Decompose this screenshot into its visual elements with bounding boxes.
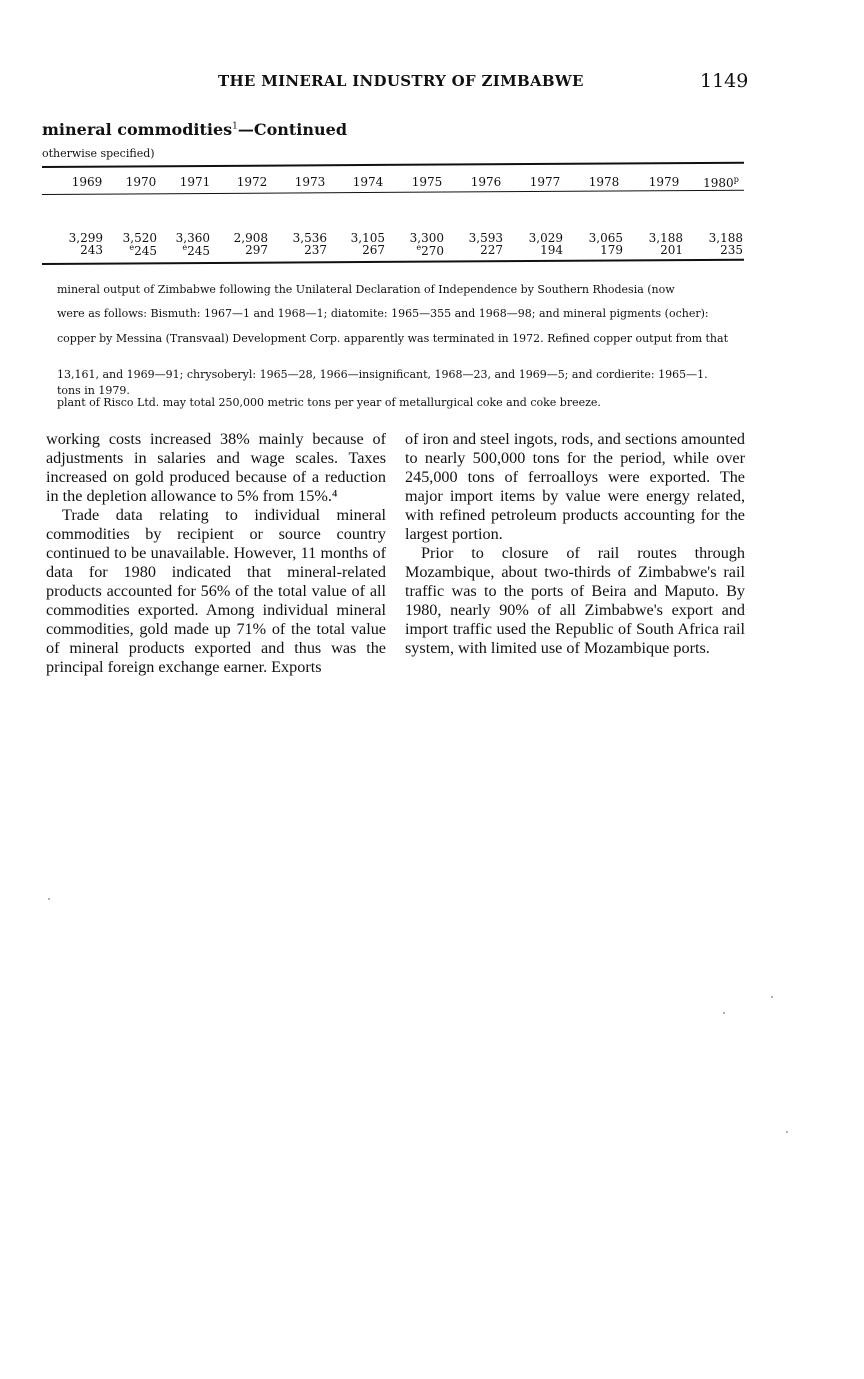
body-paragraph: of iron and steel ingots, rods, and sections amounted to nearly 500,000 tons for the period, while over 245,000 tons of ferroalloys were exported. The major import items by value were energy related, with refined petroleum products accounting for the largest portion. [405, 430, 745, 543]
table-cell: 3,299 [68, 231, 103, 245]
table-cell: 194 [540, 243, 563, 257]
body-paragraph: working costs increased 38% mainly because of adjustments in salaries and wage scales. Taxes increased on gold produced because of a reduction in the depletion allowance to 5% from 15%.⁴ [46, 430, 386, 505]
running-head [0, 72, 864, 94]
table-cell: 235 [720, 243, 743, 257]
table-subtitle: otherwise specified) [42, 147, 155, 160]
table-cell: 3,065 [588, 231, 623, 245]
year-header: 1978 [588, 175, 620, 189]
table-cell: 297 [245, 243, 268, 257]
table-cell: 3,536 [292, 231, 327, 245]
table-cell-estimate [107, 243, 157, 258]
table-cell: 237 [304, 243, 327, 257]
body-column-left [46, 430, 386, 677]
footnote-line: mineral output of Zimbabwe following the Unilateral Declaration of Independence by Southern Rhodesia (now [57, 283, 675, 296]
table-cell: 3,593 [468, 231, 503, 245]
table-cell: 3,188 [648, 231, 683, 245]
scan-speck [786, 1131, 788, 1133]
preliminary-mark: p [733, 175, 739, 184]
year-header: 1977 [529, 175, 561, 189]
table-cell: 227 [480, 243, 503, 257]
year-header: 1970 [125, 175, 157, 189]
footnote-line: plant of Risco Ltd. may total 250,000 metric tons per year of metallurgical coke and coke breeze. [57, 396, 601, 409]
table-cell: 3,300 [409, 231, 444, 245]
year-header: 1971 [179, 175, 211, 189]
year-header: 1980 [703, 176, 734, 190]
table-cell: 270 [421, 244, 444, 258]
footnote-line: were as follows: Bismuth: 1967—1 and 1968—1; diatomite: 1965—355 and 1968—98; and mineral pigments (ocher): [57, 307, 709, 320]
table-header-rule [42, 190, 744, 195]
year-header: 1974 [352, 175, 384, 189]
table-cell-estimate [394, 243, 444, 258]
table-title-text: mineral commodities [42, 120, 233, 139]
estimate-mark: e [129, 243, 135, 252]
scan-speck [723, 1012, 725, 1014]
body-paragraph: Prior to closure of rail routes through Mozambique, about two-thirds of Zimbabwe's rail traffic was to the ports of Beira and Maputo. By 1980, nearly 90% of all Zimbabwe's export and import traffic used the Republic of South Africa rail system, with limited use of Mozambique ports. [405, 544, 745, 657]
table-cell: 3,188 [708, 231, 743, 245]
running-title: THE MINERAL INDUSTRY OF ZIMBABWE [218, 72, 584, 90]
table-cell: 243 [80, 243, 103, 257]
year-header: 1976 [470, 175, 502, 189]
table-title [42, 120, 347, 139]
footnote-line: copper by Messina (Transvaal) Development Corp. apparently was terminated in 1972. Refined copper output from that [57, 332, 728, 345]
table-cell: 245 [187, 244, 210, 258]
table-cell: 179 [600, 243, 623, 257]
table-cell: 245 [134, 244, 157, 258]
table-cell: 3,105 [350, 231, 385, 245]
body-column-right [405, 430, 745, 658]
year-header: 1979 [648, 175, 680, 189]
estimate-mark: e [182, 243, 188, 252]
footnote-line: 13,161, and 1969—91; chrysoberyl: 1965—28, 1966—insignificant, 1968—23, and 1969—5; and cordierite: 1965—1. [57, 368, 708, 381]
table-cell: 201 [660, 243, 683, 257]
scan-speck [48, 898, 50, 900]
table-cell: 3,360 [175, 231, 210, 245]
year-header: 1969 [71, 175, 103, 189]
estimate-mark: e [416, 243, 422, 252]
table-cell: 3,520 [122, 231, 157, 245]
scan-speck [771, 996, 773, 998]
year-header: 1972 [236, 175, 268, 189]
footnote-line: tons in 1979. [57, 384, 130, 397]
table-cell: 267 [362, 243, 385, 257]
table-bottom-rule [42, 259, 744, 265]
table-title-footnote-mark: 1 [232, 121, 238, 132]
table-cell-estimate [160, 243, 210, 258]
body-paragraph: Trade data relating to individual mineral commodities by recipient or source country continued to be unavailable. However, 11 months of data for 1980 indicated that mineral-related products accounted for 56% of the total value of all commodities exported. Among individual mineral commodities, gold made up 71% of the total value of mineral products exported and thus was the principal foreign exchange earner. Exports [46, 506, 386, 676]
table-title-suffix: —Continued [237, 120, 348, 139]
year-header-preliminary [696, 175, 746, 190]
table-top-rule [42, 162, 744, 168]
year-header: 1973 [294, 175, 326, 189]
table-cell: 3,029 [528, 231, 563, 245]
table-cell: 2,908 [233, 231, 268, 245]
year-header: 1975 [411, 175, 443, 189]
page-number: 1149 [700, 70, 749, 92]
